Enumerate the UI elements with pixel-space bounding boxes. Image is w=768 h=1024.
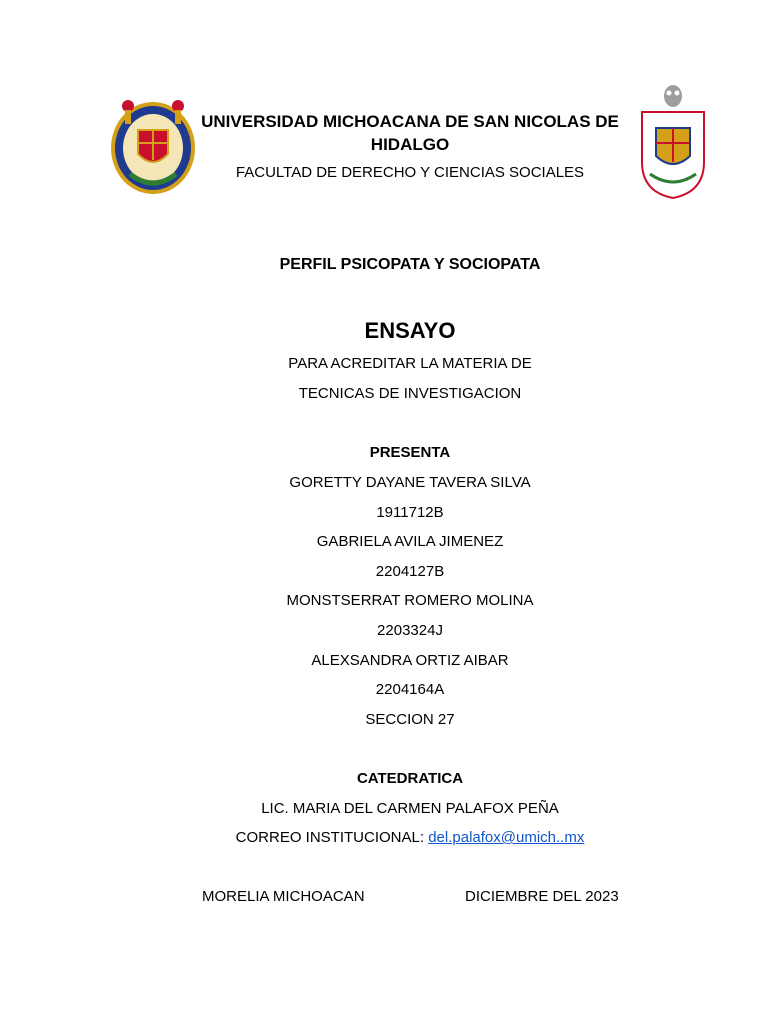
- email-line: [0, 829, 768, 846]
- presenter-line: GORETTY DAYANE TAVERA SILVA: [289, 474, 531, 491]
- university-crest-logo: [108, 96, 198, 196]
- presenter-line: MONSTSERRAT ROMERO MOLINA: [286, 592, 534, 609]
- university-name: UNIVERSIDAD MICHOACANA DE SAN NICOLAS DE HIDALGO: [201, 112, 619, 154]
- footer-date: DICIEMBRE DEL 2023: [465, 888, 619, 905]
- teacher-heading: CATEDRATICA: [356, 770, 464, 787]
- presenter-line: 2204164A: [375, 681, 445, 698]
- purpose-line-2: TECNICAS DE INVESTIGACION: [298, 385, 522, 402]
- faculty-crest-logo: [636, 82, 710, 200]
- email-label: CORREO INSTITUCIONAL:: [235, 829, 425, 846]
- presenter-line: 2204127B: [375, 563, 445, 580]
- teacher-name: LIC. MARIA DEL CARMEN PALAFOX PEÑA: [261, 800, 559, 817]
- presenter-line: 1911712B: [376, 504, 444, 521]
- presenter-line: GABRIELA AVILA JIMENEZ: [316, 533, 504, 550]
- document-type: ENSAYO: [364, 318, 456, 343]
- essay-title: PERFIL PSICOPATA Y SOCIOPATA: [279, 256, 541, 273]
- presenter-line: ALEXSANDRA ORTIZ AIBAR: [311, 652, 509, 669]
- section-number: SECCION 27: [365, 711, 455, 728]
- footer-place: MORELIA MICHOACAN: [202, 888, 365, 905]
- purpose-line-1: PARA ACREDITAR LA MATERIA DE: [288, 355, 532, 372]
- presenter-line: 2203324J: [377, 622, 443, 639]
- email-link[interactable]: del.palafox@umich..mx: [428, 829, 585, 846]
- faculty-name: FACULTAD DE DERECHO Y CIENCIAS SOCIALES: [235, 164, 585, 181]
- presenters-heading: PRESENTA: [369, 444, 451, 461]
